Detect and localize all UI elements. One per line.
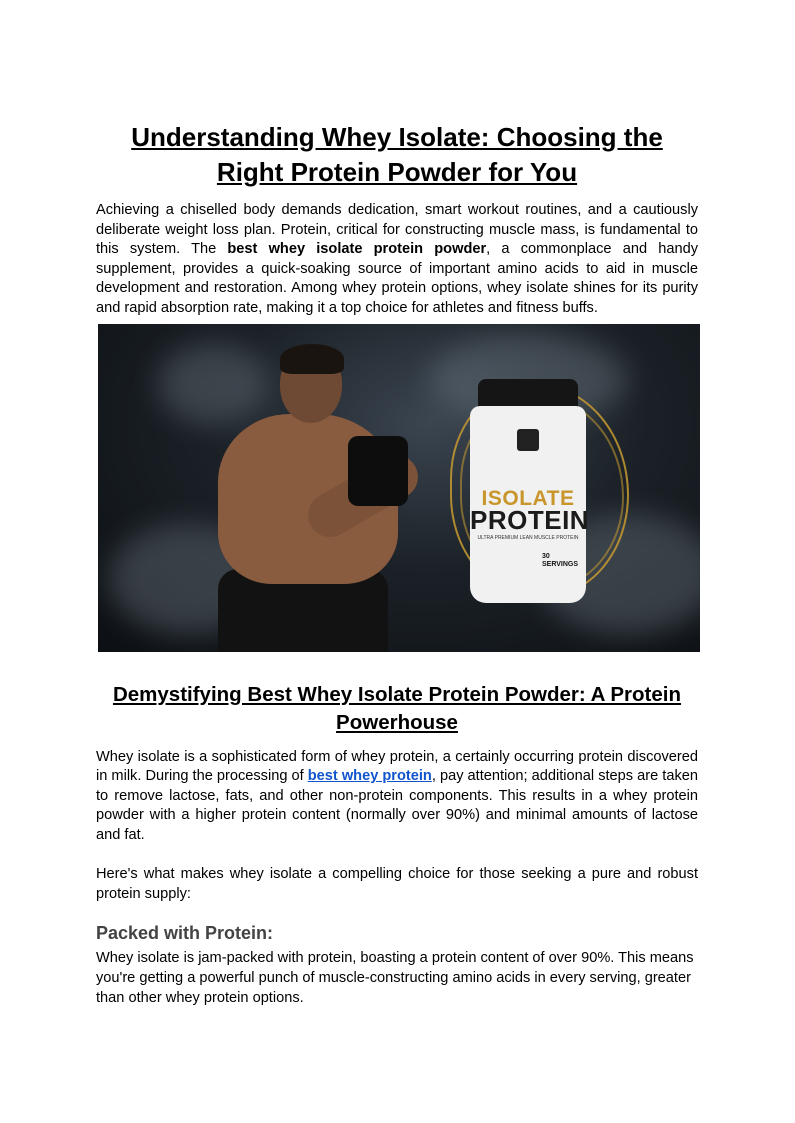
intro-bold-phrase: best whey isolate protein powder [227,241,487,258]
hero-image [98,324,700,652]
section-paragraph-2: Here's what makes whey isolate a compelling choice for those seeking a pure and robust protein supply: [96,866,698,902]
protein-jar [470,379,590,603]
intro-text-after: , a commonplace and handy supplement, provides a quick-soaking source of important amino acids to aid in muscle development and restoration. Among whey protein options, whey isolate shines for its purity and rapid absorption rate, making it a top choice for athletes and fitness buffs. [96,241,698,316]
athlete-hair [280,344,344,374]
section-heading: Demystifying Best Whey Isolate Protein Powder: A Protein Powerhouse [112,682,682,734]
page-title: Understanding Whey Isolate: Choosing the Right Protein Powder for You [131,122,663,187]
jar-word-isolate: ISOLATE [481,486,575,510]
document-page [96,120,698,1008]
intro-text-before: Achieving a chiselled body demands dedication, smart workout routines, and a cautiously deliberate weight loss plan. Protein, critical for constructing muscle mass, is fundamental to this system. The [96,202,698,258]
section-p1-before: Whey isolate is a sophisticated form of whey protein, a certainly occurring protein discovered in milk. During the processing of [96,748,698,785]
brand-logo [517,429,539,451]
jar-word-protein: PROTEIN [470,504,590,535]
intro-paragraph [96,201,698,319]
subsection-heading: Packed with Protein: [96,923,274,944]
jar-servings: 30 SERVINGS [542,552,579,568]
subsection-paragraph: Whey isolate is jam-packed with protein, boasting a protein content of over 90%. This means you're getting a powerful punch of muscle-constructing amino acids in every serving, greater than other whey protein options. [96,950,694,1006]
dumbbell [348,436,408,506]
section-paragraph-1 [96,748,698,846]
section-p1-after: , pay attention; additional steps are taken to remove lactose, fats, and other non-protein components. This results in a whey protein powder with a higher protein content (normally over 90%) and minimal amounts of lactose and fat. [96,768,698,843]
jar-lid [478,379,578,409]
best-whey-protein-link[interactable]: best whey protein [307,768,432,785]
jar-subtitle: ULTRA PREMIUM LEAN MUSCLE PROTEIN [477,534,579,541]
smoke-cloud [158,344,268,424]
